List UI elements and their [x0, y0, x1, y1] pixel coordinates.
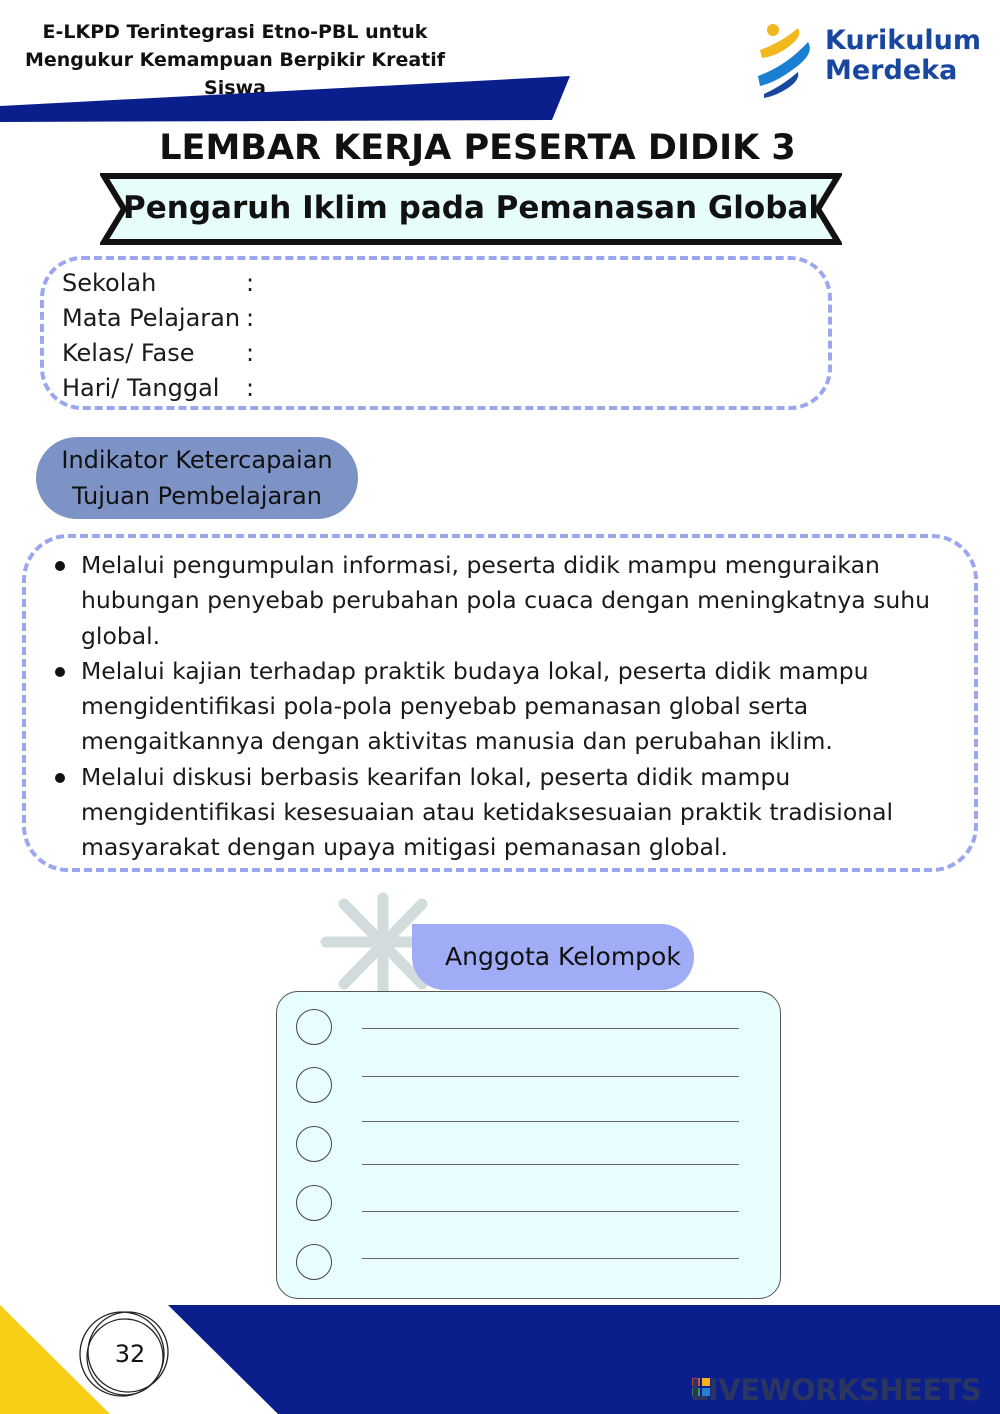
objective-3-line-1: Melalui diskusi berbasis kearifan lokal, peserta didik mampu [81, 762, 791, 791]
header-line-1: E-LKPD Terintegrasi Etno-PBL untuk [42, 21, 428, 43]
objective-3-line-3: masyarakat dengan upaya mitigasi pemanasan global. [81, 833, 728, 862]
member-3-line[interactable] [362, 1164, 739, 1165]
identity-row-date [62, 371, 254, 406]
page-number: 32 [114, 1340, 146, 1368]
objective-item [52, 760, 952, 866]
members-box [276, 991, 781, 1299]
member-1-line[interactable] [362, 1028, 739, 1029]
class-separator: : [246, 339, 255, 367]
objective-item [52, 654, 952, 760]
member-4-line[interactable] [362, 1211, 739, 1212]
identity-row-school [62, 266, 254, 301]
objectives-list [52, 548, 952, 866]
indicator-line-2: Tujuan Pembelajaran [72, 482, 322, 510]
member-1-checkbox[interactable] [296, 1009, 332, 1045]
indicator-heading [36, 437, 358, 519]
bullet-icon [55, 561, 65, 571]
school-label: Sekolah [62, 269, 157, 297]
member-3-checkbox[interactable] [296, 1126, 332, 1162]
objective-2-line-3: mengaitkannya dengan aktivitas manusia dan perubahan iklim. [81, 727, 833, 756]
objective-2-line-2: mengidentifikasi pola-pola penyebab pemanasan global serta [81, 692, 809, 721]
member-2-line[interactable] [362, 1076, 739, 1077]
header-line-2: Mengukur Kemampuan Berpikir Kreatif Siswa [24, 49, 446, 99]
bullet-icon [55, 667, 65, 677]
identity-row-class [62, 336, 254, 371]
date-separator: : [246, 374, 255, 402]
date-label: Hari/ Tanggal [62, 374, 220, 402]
identity-row-subject [62, 301, 254, 336]
subtitle: Pengaruh Iklim pada Pemanasan Global [123, 190, 819, 226]
liveworksheets-brand: LIVEWORKSHEETS [690, 1373, 982, 1407]
bullet-icon [55, 773, 65, 783]
objective-1-line-3: global. [81, 621, 161, 650]
logo-line-2: Merdeka [825, 55, 958, 86]
page-title: LEMBAR KERJA PESERTA DIDIK 3 [159, 128, 796, 168]
logo-text [825, 26, 981, 86]
member-4-checkbox[interactable] [296, 1185, 332, 1221]
objective-1-line-1: Melalui pengumpulan informasi, peserta didik mampu menguraikan [81, 551, 880, 579]
subject-separator: : [246, 304, 255, 332]
header-band [0, 76, 580, 126]
indicator-line-1: Indikator Ketercapaian [61, 446, 333, 474]
objective-item [52, 548, 952, 654]
member-5-line[interactable] [362, 1258, 739, 1259]
member-2-checkbox[interactable] [296, 1067, 332, 1103]
member-3-line-a[interactable] [362, 1121, 739, 1122]
class-label: Kelas/ Fase [62, 339, 195, 367]
subject-label: Mata Pelajaran [62, 304, 241, 332]
member-5-checkbox[interactable] [296, 1244, 332, 1280]
members-heading: Anggota Kelompok [412, 924, 694, 990]
logo-line-1: Kurikulum [825, 25, 982, 56]
school-separator: : [246, 269, 255, 297]
header-band-shape [0, 76, 570, 122]
objective-2-line-1: Melalui kajian terhadap praktik budaya lokal, peserta didik mampu [81, 656, 869, 685]
objective-3-line-2: mengidentifikasi kesesuaian atau ketidaksesuaian praktik tradisional [81, 798, 894, 827]
objective-1-line-2: hubungan penyebab perubahan pola cuaca dengan meningkatnya suhu [81, 586, 931, 615]
